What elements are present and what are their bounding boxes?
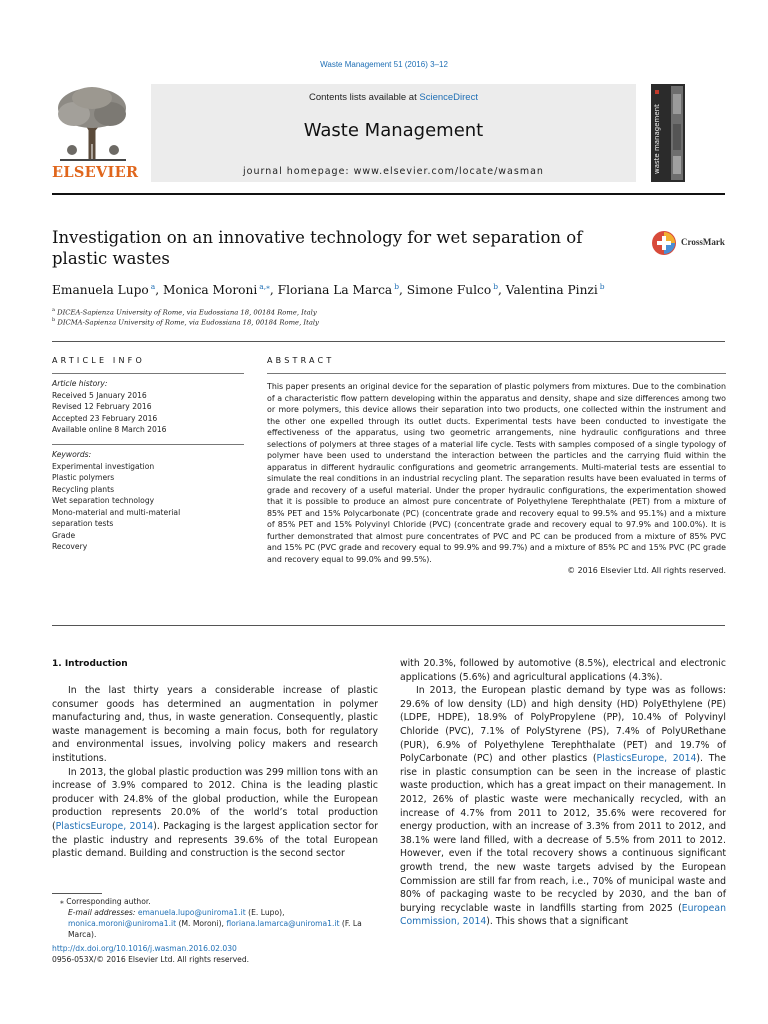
email-link[interactable]: monica.moroni@uniroma1.it (68, 919, 177, 928)
affiliation-a-marker: a (52, 307, 55, 313)
keywords-label: Keywords: (52, 450, 92, 459)
section-heading-introduction: 1. Introduction (52, 659, 128, 669)
abstract-rule (267, 373, 726, 374)
affiliation-b-text: DICMA-Sapienza University of Rome, via Eudossiana 18, 00184 Rome, Italy (57, 318, 319, 327)
article-info-rule (52, 373, 244, 374)
keyword-item: Mono-material and multi-material (52, 507, 181, 517)
email-link[interactable]: floriana.lamarca@uniroma1.it (226, 919, 340, 928)
email-owner: (E. Lupo), (245, 908, 285, 917)
author-affiliation-marker[interactable]: b (493, 282, 499, 291)
abstract-text: This paper presents an original device for the separation of plastic polymers from mixtures. Due to the combination of a characteristic flow pattern developing within the apparatus and density, shape and size differences among two or more polymers, this device allows their separation into two products, one collected within the instrument and the other one expelled through its outlet ducts. Experimental tests have been conducted to investigate the effectiveness of the apparatus, using two geometric arrangements, nine hydraulic configurations and three selections of polymers at three stages of a material life cycle. Tests with samples composed of a single typology of polymer have been used to understand the interaction between the particles and the carrying fluid within the apparatus in different hydraulic configurations and geometric arrangements. Multi-material tests are essential to simulate the real conditions in an industrial recycling plant. The separation results have been evaluated in terms of grade and recovery of a useful material. Under the proper hydraulic configurations, the experimentation showed that it is possible to produce an almost pure concentrate of Polyethylene Terephthalate (PET) from a mixture of 85% PET and 15% Polycarbonate (PC) (concentrate grade and recovery equal to 99.5% and 95.1%) and a mixture of 85% PET and 15% Polyvinyl Chloride (PVC) (concentrate grade and recovery equal to 97.9% and 100.0%). It is further demonstrated that almost pure concentrates of PVC and PC can be produced from a mixture of 85% PVC and 15% PC (PVC grade and recovery equal to 99.9% and 99.7%) and a mixture of 85% PC and 15% PVC (PC grade and recovery equal to 99.0% and 99.5%). (267, 382, 726, 564)
history-label: Article history: (52, 379, 108, 388)
intro-paragraph-3 (400, 684, 726, 929)
contents-prefix: Contents lists available at (309, 92, 420, 103)
author-name: Floriana La Marca (277, 283, 393, 298)
abstract-body (267, 381, 726, 577)
author-name: Emanuela Lupo (52, 283, 149, 298)
issn-copyright: 0956-053X/© 2016 Elsevier Ltd. All rights reserved. (52, 955, 250, 964)
keyword-item: Recycling plants (52, 484, 115, 494)
footnote (52, 896, 382, 940)
author-name: Monica Moroni (163, 283, 258, 298)
author-affiliation-marker[interactable]: b (394, 282, 400, 291)
crossmark-label: CrossMark (681, 237, 725, 247)
article-identifiers (52, 943, 382, 965)
cover-title: waste management (653, 104, 661, 174)
keywords-rule (52, 444, 244, 445)
email-owner: (F. La Marca). (68, 919, 362, 939)
abstract-copyright: © 2016 Elsevier Ltd. All rights reserved. (567, 566, 726, 575)
author-separator: , (269, 283, 278, 298)
email-link[interactable]: emanuela.lupo@uniroma1.it (137, 908, 246, 917)
crossmark-badge[interactable] (651, 230, 731, 258)
body-right-column (400, 657, 726, 929)
corresponding-author-note: ⁎ Corresponding author. (60, 897, 151, 906)
intro-paragraph-continued: with 20.3%, followed by automotive (8.5%), electrical and electronic applications (5.6%) and agricultural applications (4.3%). (400, 658, 726, 683)
abstract-heading: ABSTRACT (267, 356, 335, 365)
keyword-item: separation tests (52, 519, 114, 528)
intro-paragraph-1: In the last thirty years a considerable increase of plastic consumer goods has determined an augmentation in polymer manufacturing and, thus, in waste generation. Consequently, plastic waste management is becoming a main focus, both for regulatory and environmental issues, involving policy makers and research institutions. (52, 685, 378, 764)
journal-homepage[interactable]: journal homepage: www.elsevier.com/locate/wasman (243, 166, 544, 177)
author-separator: , (155, 283, 163, 298)
keyword-item: Experimental investigation (52, 461, 155, 471)
info-top-rule (52, 341, 725, 342)
author-list (52, 282, 732, 297)
keyword-item: Grade (52, 530, 76, 540)
keyword-item: Recovery (52, 542, 88, 551)
reference-link[interactable]: PlasticsEurope, 2014 (55, 820, 154, 832)
author-separator: , (399, 283, 407, 298)
history-accepted: Accepted 23 February 2016 (52, 413, 158, 423)
journal-cover-image (651, 84, 685, 182)
elsevier-wordmark: ELSEVIER (52, 164, 139, 181)
article-title: Investigation on an innovative technology for wet separation of plastic wastes (52, 228, 583, 268)
contents-line (151, 92, 636, 103)
doi-link[interactable]: http://dx.doi.org/10.1016/j.wasman.2016.02.030 (52, 944, 237, 953)
intro-p3-text: In 2013, the European plastic demand by type was as follows: 29.6% of low density (LD) and high density (HD) PolyEthylene (PE)(LDPE, HDPE), 18.9% of PolyPropylene (PP), 10.4% of Polyvinyl Chloride (PVC), 7.1% of PolyStyrene (PS), 7.4% of PolyURethane (PUR), 6.9% of Polyethylene Terephthalate (PET) and 19.7% of PolyCarbonate (PC) and other plastics ( (400, 685, 726, 765)
intro-p3-text-cont: ). The rise in plastic consumption can be seen in the increase of plastic waste production, which has a great impact on their management. In 2012, 26% of plastic waste were mechanically recycled, with an increase of 4.7% from 2011 to 2012, 35.6% were recovered for energy production, with an increase of 3.3% from 2011 to 2012, and 38.1% were land filled, with a decrease of 5.5% from 2011 to 2012. However, even if the total recovery shows a continuous significant growth trend, the new waste targets advised by the European Commission are still far from reach, i.e., 70% of municipal waste and 80% of packaging waste to be recycled by 2030, and the ban of burying recyclable waste in landfills starting from 2025 ( (400, 753, 726, 914)
email-owner: (M. Moroni), (176, 919, 227, 928)
email-label: E-mail addresses: (68, 908, 138, 917)
affiliation-b-marker: b (52, 317, 56, 323)
author-separator: , (498, 283, 506, 298)
body-left-column (52, 684, 378, 861)
crossmark-icon (651, 230, 677, 256)
reference-link[interactable]: PlasticsEurope, 2014 (596, 753, 697, 765)
affiliation-a-text: DICEA-Sapienza University of Rome, via Eudossiana 18, 00184 Rome, Italy (57, 308, 317, 317)
article-info-heading: ARTICLE INFO (52, 356, 145, 365)
reference-link[interactable]: European Commission, 2014 (400, 902, 726, 928)
masthead-rule (52, 193, 725, 195)
journal-citation[interactable]: Waste Management 51 (2016) 3–12 (320, 60, 448, 69)
email-addresses (52, 907, 382, 940)
affiliation-a (52, 307, 572, 316)
keywords (52, 449, 247, 553)
history-revised: Revised 12 February 2016 (52, 402, 152, 411)
sciencedirect-link[interactable]: ScienceDirect (419, 92, 478, 103)
author-affiliation-marker[interactable]: a,⁎ (259, 282, 270, 291)
intro-p2-text-cont: ). Packaging is the largest application sector for the plastic industry and represents 39.6% of the total European plastic demand. Building and construction is the second sector (52, 820, 378, 860)
author-name: Valentina Pinzi (505, 283, 598, 298)
article-history (52, 378, 247, 436)
history-received: Received 5 January 2016 (52, 390, 147, 400)
intro-paragraph-2 (52, 766, 378, 861)
keyword-item: Plastic polymers (52, 473, 115, 482)
abstract-bottom-rule (52, 625, 725, 626)
intro-p3-text-end: ). This shows that a significant (486, 916, 629, 928)
intro-p2-text: In 2013, the global plastic production was 299 million tons with an increase of 3.9% compared to 2012. China is the leading plastic producer with 24.8% of the global production, while the European production represents 20.0% of the world’s total production ( (52, 766, 378, 832)
journal-title: Waste Management (303, 120, 484, 141)
footnote-rule (52, 893, 102, 894)
keyword-item: Wet separation technology (52, 496, 155, 505)
author-affiliation-marker[interactable]: b (599, 282, 605, 291)
affiliation-b (52, 317, 572, 326)
author-name: Simone Fulco (406, 283, 492, 298)
history-online: Available online 8 March 2016 (52, 425, 167, 434)
author-affiliation-marker[interactable]: a (150, 282, 156, 291)
